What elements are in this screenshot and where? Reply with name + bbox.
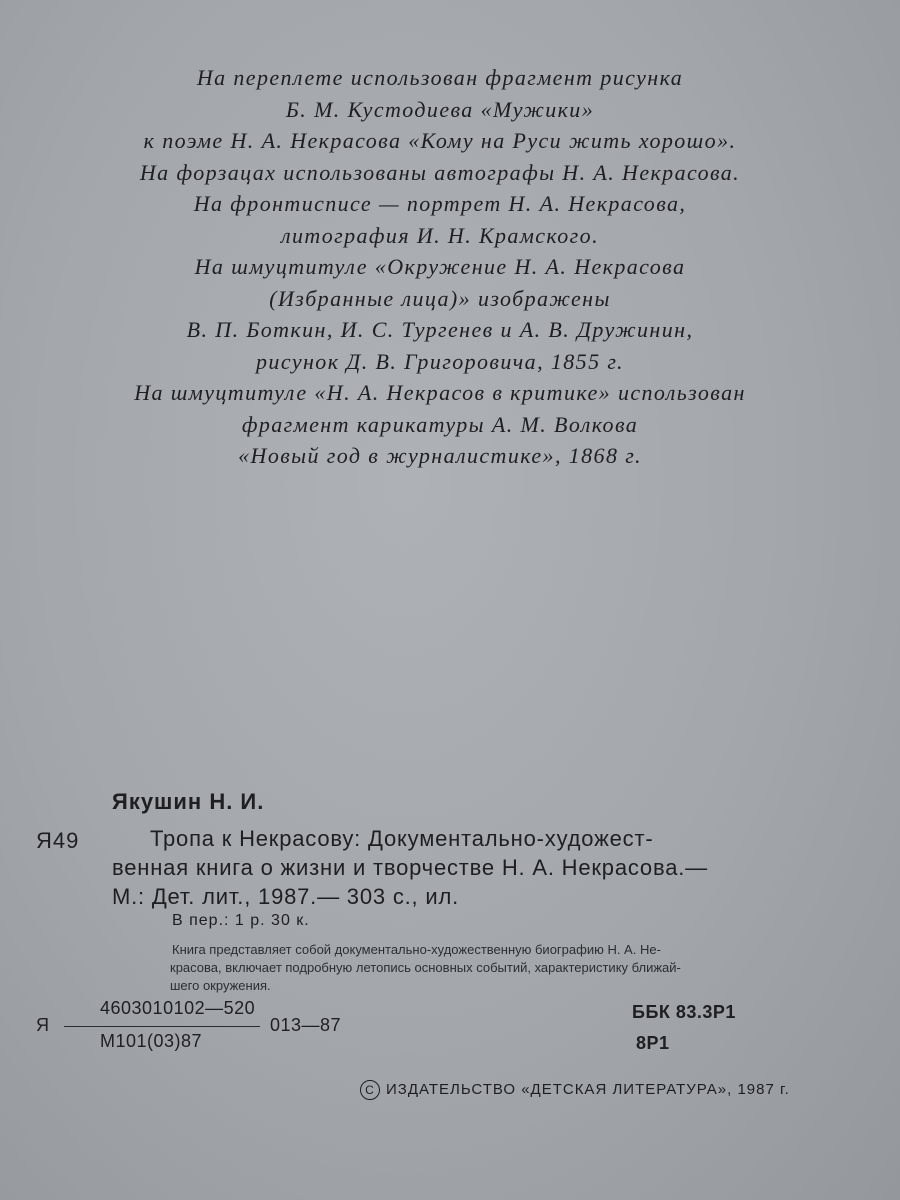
credit-line: «Новый год в журналистике», 1868 г. <box>238 443 642 468</box>
credit-line: Б. М. Кустодиева «Мужики» <box>285 96 595 122</box>
fraction-numerator: 4603010102—520 <box>100 998 256 1018</box>
credit-line: литография И. Н. Крамского. <box>281 222 599 248</box>
fraction-denominator: М101(03)87 <box>100 1031 203 1051</box>
fraction-suffix: 013—87 <box>270 1015 342 1035</box>
catalog-annotation <box>172 941 812 995</box>
credit-line: к поэме Н. А. Некрасова «Кому на Руси жить хорошо». <box>143 128 737 153</box>
credit-line: В. П. Боткин, И. С. Тургенев и А. В. Дружинин, <box>186 317 694 342</box>
description-line: венная книга о жизни и творчестве Н. А. Некрасова.— <box>112 855 708 880</box>
bbk-subcode: 8Р1 <box>636 1033 670 1053</box>
description-line: М.: Дет. лит., 1987.— 303 с., ил. <box>112 884 459 909</box>
credit-line: На фронтисписе — портрет Н. А. Некрасова, <box>193 191 687 216</box>
catalog-code: Я49 <box>36 828 80 853</box>
catalog-price: В пер.: 1 р. 30 к. <box>172 912 310 929</box>
credit-line: фрагмент карикатуры А. М. Волкова <box>241 411 639 437</box>
copyright-text: ИЗДАТЕЛЬСТВО «ДЕТСКАЯ ЛИТЕРАТУРА», 1987 г. <box>386 1080 790 1098</box>
fraction-line <box>64 1026 260 1027</box>
annotation-line: Книга представляет собой документально-художественную биографию Н. А. Не- <box>172 942 661 957</box>
credit-line: На шмуцтитуле «Н. А. Некрасов в критике» использован <box>134 380 746 405</box>
bbk-code: ББК 83.3Р1 <box>632 1002 736 1022</box>
annotation-line: красова, включает подробную летопись основных событий, характеристику ближай- <box>170 960 681 975</box>
copyright-line <box>360 1080 790 1100</box>
credit-line: рисунок Д. В. Григоровича, 1855 г. <box>256 348 624 374</box>
credit-line: (Избранные лица)» изображены <box>269 285 611 311</box>
annotation-line: шего окружения. <box>170 978 271 993</box>
credit-line: На переплете использован фрагмент рисунка <box>196 65 684 90</box>
index-letter: Я <box>36 1015 49 1035</box>
credit-line: На шмуцтитуле «Окружение Н. А. Некрасова <box>194 254 686 279</box>
description-line: Тропа к Некрасову: Документально-художест- <box>150 826 654 851</box>
catalog-author: Якушин Н. И. <box>112 789 265 814</box>
illustration-credits <box>0 62 880 472</box>
catalog-description <box>112 824 708 911</box>
credit-line: На форзацах использованы автографы Н. А. Некрасова. <box>139 159 741 185</box>
copyright-icon: C <box>360 1080 380 1100</box>
